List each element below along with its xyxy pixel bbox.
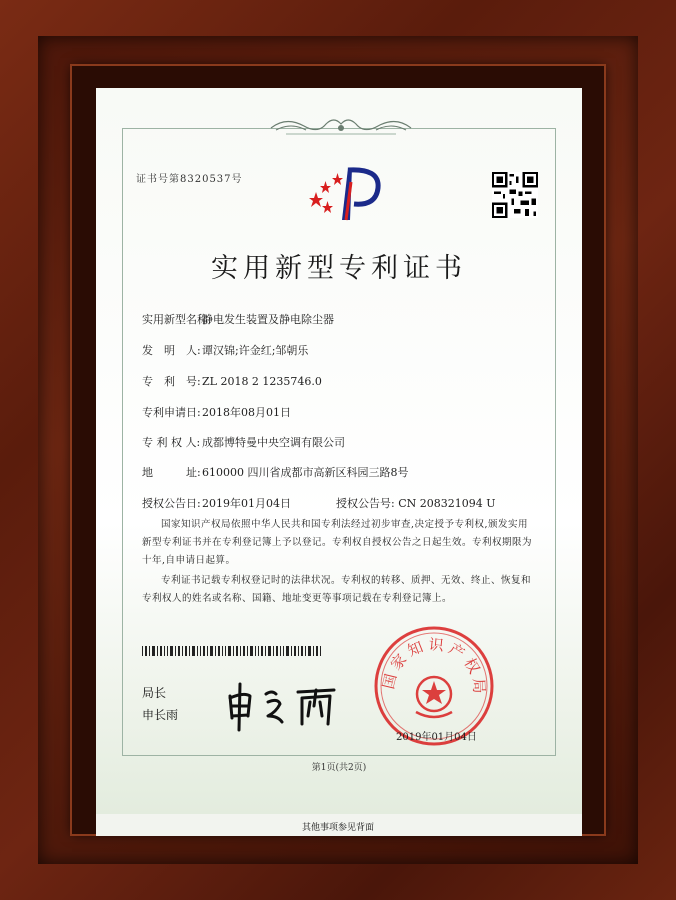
field-label: 地 址: <box>142 466 201 479</box>
field-label: 授权公告号: <box>336 497 395 510</box>
field-value: CN 208321094 U <box>398 497 496 510</box>
statement-paragraph-1: 国家知识产权局依照中华人民共和国专利法经过初步审查,决定授予专利权,颁发实用新型专利证书并在专利登记簿上予以登记。专利权自授权公告之日起生效。专利权期限为十年,自申请日起算。 <box>142 519 533 566</box>
field-inventor <box>142 342 308 358</box>
ornament-icon <box>266 114 416 138</box>
statement-paragraph-2: 专利证书记载专利权登记时的法律状况。专利权的转移、质押、无效、终止、恢复和专利权人的姓名或名称、国籍、地址变更等事项记载在专利登记簿上。 <box>142 575 532 604</box>
seal-text: 国家知识产权局 <box>379 635 489 698</box>
field-address <box>142 464 409 480</box>
field-value: 610000 四川省成都市高新区科园三路8号 <box>202 466 409 479</box>
field-application-date <box>142 404 291 420</box>
field-value: 静电发生装置及静电除尘器 <box>202 313 334 326</box>
page-number: 第1页(共2页) <box>311 763 367 773</box>
field-announcement-number <box>336 495 496 511</box>
director-name: 申长雨 <box>142 708 179 722</box>
field-value: ZL 2018 2 1235746.0 <box>202 375 322 388</box>
field-label: 发 明 人: <box>142 344 201 357</box>
field-label: 专 利 号: <box>142 375 201 388</box>
footer-note: 其他事项参见背面 <box>301 823 374 833</box>
field-grant-date <box>142 495 291 511</box>
qr-code-icon <box>492 172 538 218</box>
director-title: 局长 <box>142 686 167 700</box>
barcode-icon <box>142 646 322 656</box>
field-patent-number <box>142 373 322 389</box>
seal-date: 2019年01月04日 <box>396 732 477 743</box>
field-label: 专 利 权 人: <box>142 436 201 449</box>
field-value: 2019年01月04日 <box>202 497 291 510</box>
field-name <box>142 311 334 327</box>
field-label: 专利申请日: <box>142 406 201 419</box>
certificate-number: 证书号第8320537号 <box>136 174 243 185</box>
signature-icon <box>222 676 352 732</box>
field-value: 2018年08月01日 <box>202 406 291 419</box>
field-label: 实用新型名称: <box>142 313 212 326</box>
certificate-title: 实用新型专利证书 <box>211 253 467 284</box>
field-label: 授权公告日: <box>142 497 201 510</box>
field-value: 谭汉锦;许金红;邹朝乐 <box>202 344 309 357</box>
field-patentee <box>142 434 345 450</box>
patent-office-logo-icon <box>306 160 388 224</box>
field-value: 成都博特曼中央空调有限公司 <box>202 436 345 449</box>
certificate-paper <box>96 88 582 814</box>
